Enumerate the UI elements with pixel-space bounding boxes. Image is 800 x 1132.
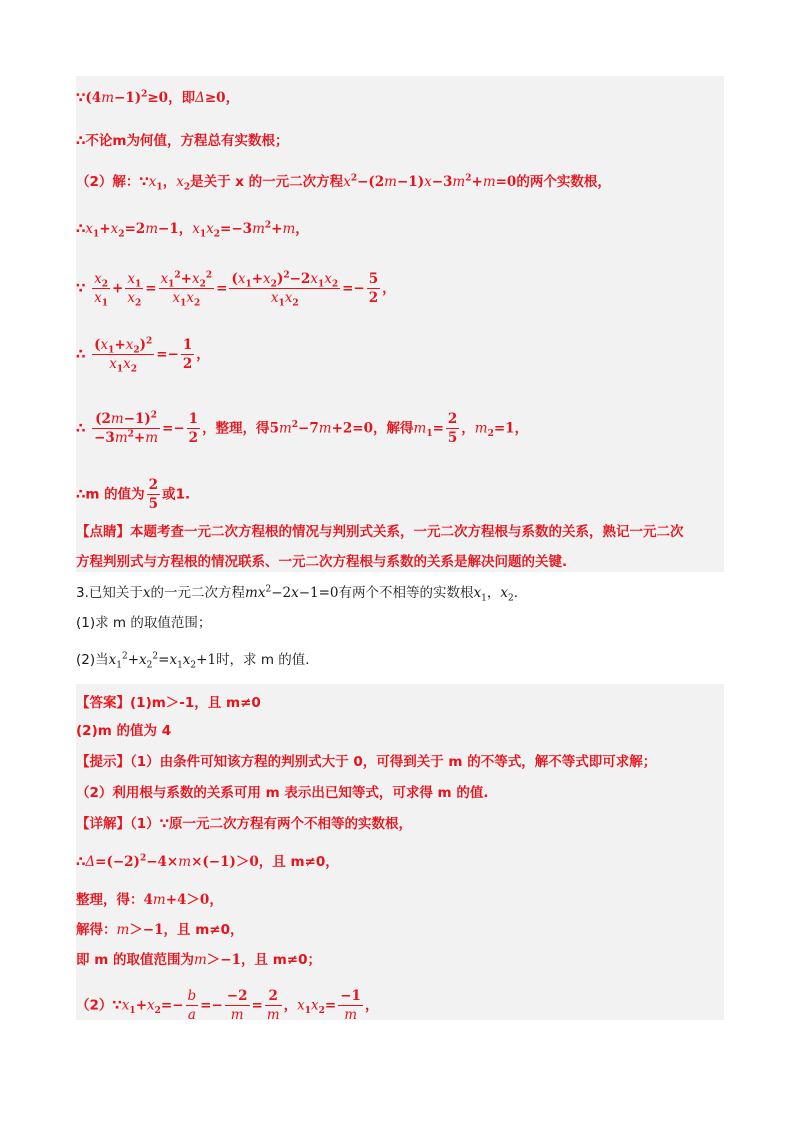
answer-line-2: (2)m 的值为 4 <box>76 723 172 739</box>
line-2: ∴不论m为何值，方程总有实数根； <box>76 133 289 149</box>
question-3-stem: 3.已知关于x的一元二次方程$mx^2-2x-1=0$有两个不相等的实数根$x_1$，$x_2$． <box>76 584 528 604</box>
detail-line-6: $(2)\because x_1+x_2=-$ $\frac{b}{a}$ =− $\frac{-2}{m}$ = $\frac{2}{m}$ ，$x_1x_2=$ $\frac{-1}{m}$ ， <box>76 988 379 1023</box>
line-4: $\therefore x_1+x_2=2m-1$，$x_1x_2=-3m^2+m$， <box>76 220 309 240</box>
question-3-sub-1: (1)求 m 的取值范围； <box>76 615 212 631</box>
detail-line-5: 即 m 的取值范围为m＞−1，且 m≠0； <box>76 952 321 968</box>
question-3-sub-2: (2)当$x_1^2+x_2^2=x_1x_2+1$时，求 m 的值． <box>76 651 319 671</box>
detail-line-2: $\therefore\Delta=(-2)^2-4\times m\times(-1)>0$，且 m≠0， <box>76 853 339 870</box>
answer-line-1: 【答案】(1)m＞-1，且 m≠0 <box>76 695 261 711</box>
detail-line-3: 整理，得：4m+4＞0， <box>76 892 223 908</box>
dianjing-line-2: 方程判别式与方程根的情况联系、一元二次方程根与系数的关系是解决问题的关键. <box>76 554 568 570</box>
line-1: $\because(4m-1)^2\ge 0$，即Δ≥0， <box>76 89 240 106</box>
line-8: ∴m 的值为 $\frac{2}{5}$ 或1. <box>76 477 191 512</box>
detail-line-4: 解得：m＞−1，且 m≠0， <box>76 922 244 938</box>
line-7: ∴ $\frac{(2m-1)^2}{-3m^2+m}$ =− $\frac{1}{2}$ ，整理，得$5m^2-7m+2=0$，解得$m_1=$ $\frac{2}{5}$ ，$m_2=1$， <box>76 410 529 446</box>
hint-line-2: （2）利用根与系数的关系可用 m 表示出已知等式，可求得 m 的值. <box>76 785 489 801</box>
line-5: ∵ $\frac{x_2}{x_1}$ + $\frac{x_1}{x_2}$ = $\frac{x_1^2+x_2^2}{x_1x_2}$ = $\frac{(x_1+x_2)^2-2x_1x_2}{x_1x_2}$ =− $\frac{5}{2}$ ， <box>76 270 396 309</box>
hint-line-1: 【提示】（1）由条件可知该方程的判别式大于 0，可得到关于 m 的不等式，解不等式即可求解； <box>76 754 657 770</box>
line-3: （2）解：$\because x_1$，$x_2$是关于 x 的一元二次方程$x^2-(2m-1)x-3m^2+m=0$的两个实数根， <box>76 173 611 193</box>
line-6: ∴ $\frac{(x_1+x_2)^2}{x_1x_2}$ =− $\frac{1}{2}$ ， <box>76 336 210 375</box>
dianjing-line-1: 【点睛】本题考查一元二次方程根的情况与判别式关系，一元二次方程根与系数的关系，熟记一元二次 <box>76 524 684 540</box>
detail-line-1: 【详解】（1）∵原一元二次方程有两个不相等的实数根， <box>76 816 413 832</box>
